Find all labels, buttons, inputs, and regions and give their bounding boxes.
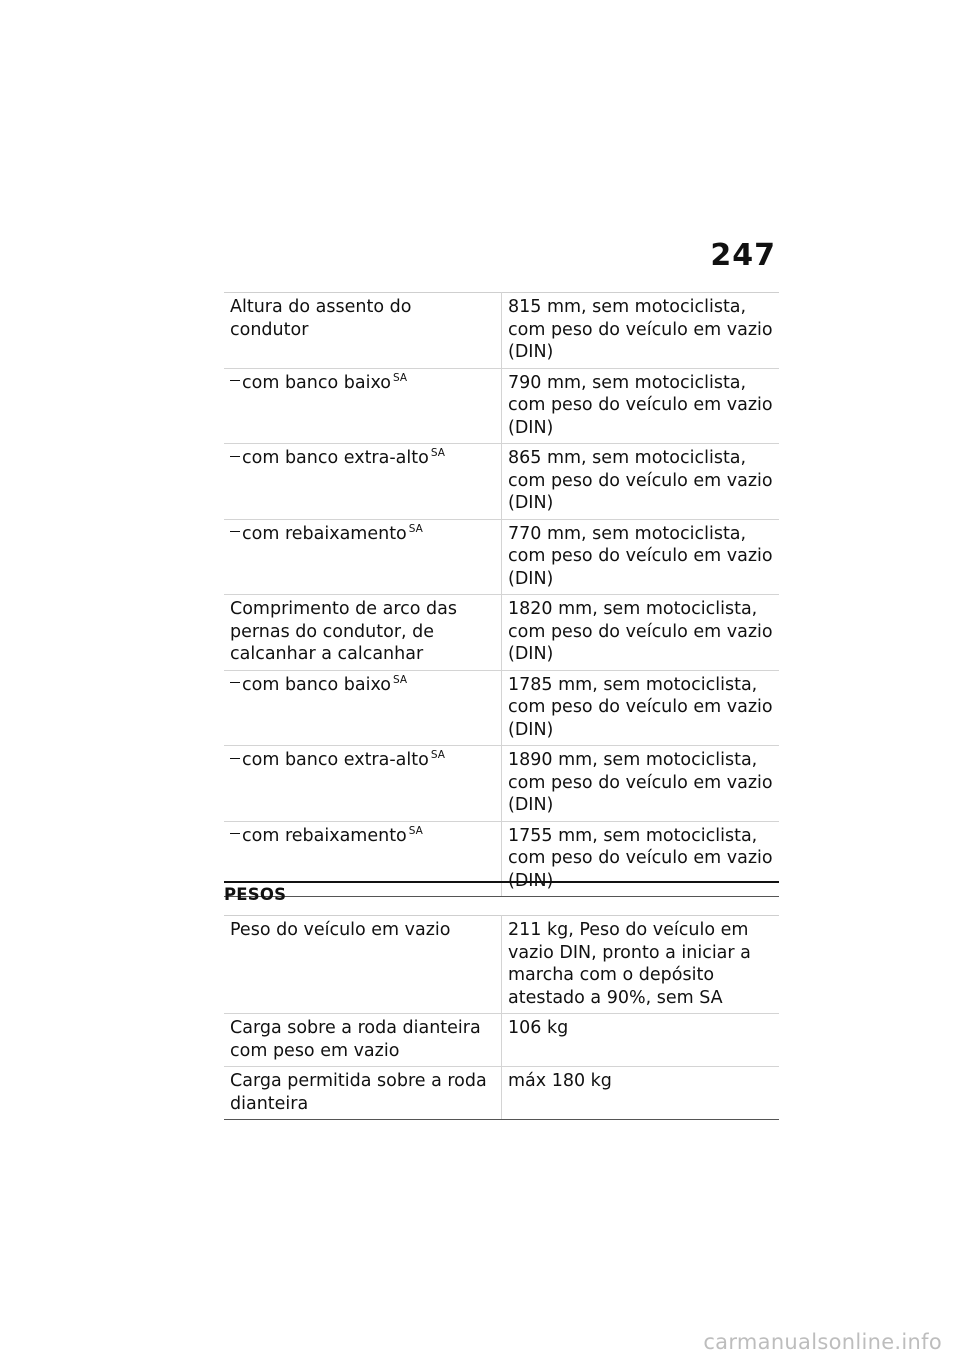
spec-value: 815 mm, sem motociclista, com peso do veículo em vazio (DIN): [502, 293, 780, 369]
spec-label: com rebaixamento: [242, 523, 407, 544]
spec-label: Comprimento de arco das pernas do condutor, de calcanhar a calcanhar: [230, 599, 457, 664]
spec-value: 1755 mm, sem motociclista, com peso do veículo em vazio (DIN): [502, 821, 780, 897]
spec-label: com banco extra-alto: [242, 750, 429, 770]
spec-label-cell: [224, 444, 502, 520]
table-row: [224, 746, 779, 822]
spec-label: com banco baixo: [242, 372, 391, 393]
spec-label: Carga permitida sobre a roda dianteira: [230, 1071, 487, 1114]
table-row: [224, 670, 779, 746]
spec-label: com banco baixo: [242, 674, 391, 695]
spec-label: com banco extra-alto: [242, 448, 429, 468]
page-number: 247: [710, 238, 776, 273]
spec-label-cell: [224, 670, 502, 746]
optional-equipment-marker: SA: [430, 749, 445, 762]
optional-equipment-marker: SA: [408, 522, 423, 535]
spec-value: 1785 mm, sem motociclista, com peso do veículo em vazio (DIN): [502, 670, 780, 746]
dimensions-table: [224, 292, 779, 897]
table-row: [224, 519, 779, 595]
table-row: [224, 1014, 779, 1067]
spec-label: Altura do assento do condutor: [230, 297, 412, 340]
optional-equipment-marker: SA: [430, 447, 445, 460]
spec-value: 865 mm, sem motociclista, com peso do veículo em vazio (DIN): [502, 444, 780, 520]
optional-equipment-marker: SA: [392, 673, 408, 686]
table-row: [224, 444, 779, 520]
optional-equipment-marker: SA: [392, 371, 408, 384]
section-heading-weights: PESOS: [224, 885, 287, 904]
spec-value: 106 kg: [502, 1014, 780, 1067]
spec-value: 1820 mm, sem motociclista, com peso do veículo em vazio (DIN): [502, 595, 780, 671]
spec-label-cell: [224, 746, 502, 822]
spec-label-cell: [224, 1067, 502, 1120]
spec-label: com rebaixamento: [242, 825, 407, 846]
spec-value: 790 mm, sem motociclista, com peso do veículo em vazio (DIN): [502, 368, 780, 444]
spec-value: 211 kg, Peso do veículo em vazio DIN, pronto a iniciar a marcha com o depósito atestado a 90%, sem SA: [502, 916, 780, 1014]
table-row: [224, 293, 779, 369]
spec-label-cell: [224, 368, 502, 444]
spec-label-cell: [224, 1014, 502, 1067]
table-row: [224, 821, 779, 897]
sub-item-dash: [230, 758, 240, 759]
sub-item-dash: [230, 833, 240, 834]
sub-item-dash: [230, 531, 240, 532]
spec-label: Peso do veículo em vazio: [230, 920, 451, 940]
table-row: [224, 916, 779, 1014]
sub-item-dash: [230, 380, 240, 381]
spec-value: máx 180 kg: [502, 1067, 780, 1120]
spec-label: Carga sobre a roda dianteira com peso em vazio: [230, 1018, 481, 1061]
section-divider: [224, 881, 779, 883]
watermark: carmanualsonline.info: [703, 1330, 942, 1354]
spec-label-cell: [224, 916, 502, 1014]
optional-equipment-marker: SA: [408, 824, 423, 837]
spec-label-cell: [224, 293, 502, 369]
table-row: [224, 595, 779, 671]
spec-label-cell: [224, 519, 502, 595]
spec-value: 770 mm, sem motociclista, com peso do veículo em vazio (DIN): [502, 519, 780, 595]
table-row: [224, 1067, 779, 1120]
weights-table: [224, 915, 779, 1120]
sub-item-dash: [230, 456, 240, 457]
sub-item-dash: [230, 682, 240, 683]
spec-label-cell: [224, 595, 502, 671]
spec-value: 1890 mm, sem motociclista, com peso do veículo em vazio (DIN): [502, 746, 780, 822]
table-row: [224, 368, 779, 444]
